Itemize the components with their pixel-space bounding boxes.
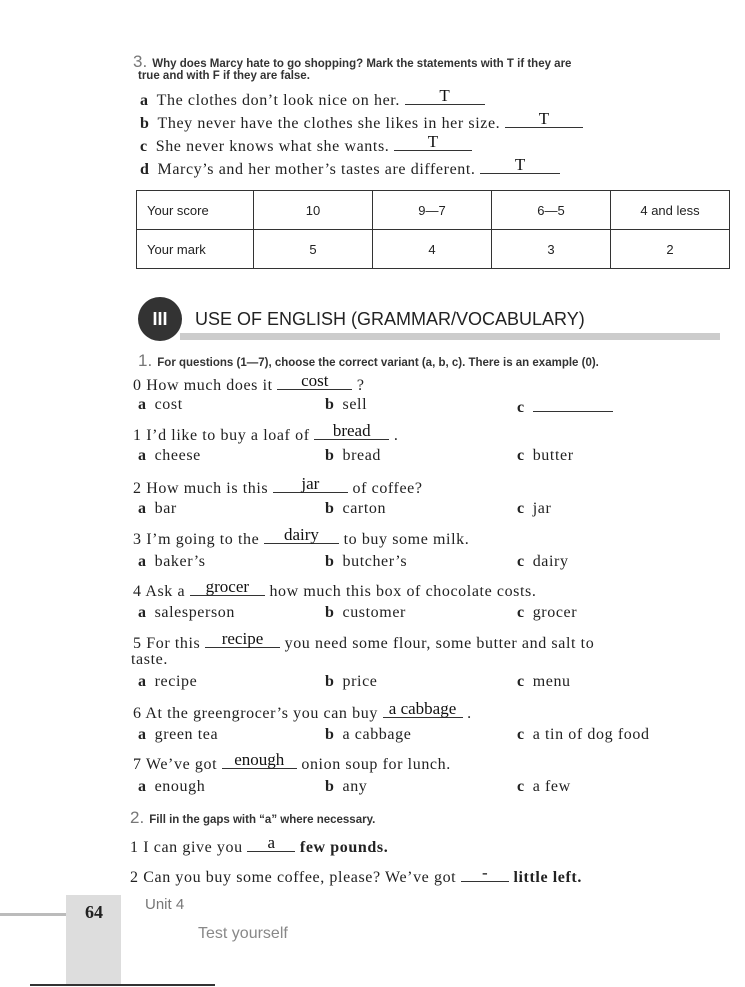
answer-blank[interactable] [247,833,295,852]
question-number: 4 [133,583,142,600]
handwritten-answer: dairy [284,525,319,544]
option-b[interactable] [325,447,381,465]
item-text-after: few pounds. [299,839,389,856]
statement-item [140,109,583,133]
question [133,750,451,774]
option-text: a tin of dog food [532,726,650,743]
answer-blank[interactable] [264,525,339,544]
answer-blank[interactable] [394,132,472,151]
option-a[interactable] [138,726,218,744]
option-text: green tea [154,726,219,743]
question-text: How much is this [146,480,269,497]
question-text-after: . [467,705,472,722]
option-letter: a [138,673,147,690]
option-text: cheese [154,447,201,464]
score-table [136,190,730,269]
handwritten-answer: bread [332,421,371,440]
answer-blank[interactable] [405,86,485,105]
question-text: I’m going to the [146,531,260,548]
option-c[interactable] [517,604,577,622]
handwritten-answer: recipe [221,629,264,648]
question [133,371,365,395]
table-row: Your mark 5 4 3 2 [137,230,730,269]
handwritten-answer: enough [234,750,285,769]
option-a[interactable] [138,396,183,414]
handwritten-answer: T [439,86,450,105]
handwritten-answer: grocer [205,577,250,596]
section-divider [180,333,720,340]
option-c[interactable] [517,673,571,691]
option-a[interactable] [138,447,201,465]
answer-blank[interactable] [205,629,280,648]
option-c[interactable] [517,726,650,744]
question-text-after: . [393,427,399,444]
handwritten-answer: T [427,132,439,151]
option-letter: a [138,778,147,795]
item-text-after: little left. [513,869,582,886]
option-text: bar [154,500,177,517]
question-text: For this [146,635,201,652]
option-a[interactable] [138,553,206,571]
option-letter: b [325,673,335,690]
item-text: Can you buy some coffee, please? We’ve got [143,869,457,886]
exercise-1-heading: 1. For questions (1—7), choose the correct variant (a, b, c). There is an example (0). [138,351,599,370]
question-number: 5 [133,635,142,652]
option-text: sell [342,396,368,413]
answer-blank[interactable] [480,155,560,174]
option-letter: b [325,778,335,795]
question-number: 6 [133,705,142,722]
statement-item [140,155,560,179]
footer-line [30,984,215,986]
option-text: butter [532,447,574,464]
exercise-3-instruction-cont: true and with F if they are false. [138,70,310,82]
statement-text: She never knows what she wants. [155,138,390,155]
option-a[interactable] [138,673,197,691]
item-text: I can give you [143,839,243,856]
option-b[interactable] [325,553,407,571]
question-text: I’d like to buy a loaf of [146,427,310,444]
answer-blank[interactable] [222,750,297,769]
item-number: 1 [130,839,139,856]
option-text: carton [342,500,387,517]
option-text: bread [342,447,382,464]
handwritten-answer: cost [301,371,329,390]
option-b[interactable] [325,673,377,691]
unit-label: Unit 4 [145,896,185,913]
question [133,699,472,723]
option-letter: c [517,399,525,416]
answer-blank[interactable] [314,421,389,440]
option-text: menu [532,673,571,690]
option-letter: c [517,726,525,743]
option-letter: b [325,447,335,464]
option-b[interactable] [325,778,367,796]
option-letter: c [517,778,525,795]
question-text: We’ve got [145,756,218,773]
statement-text: The clothes don’t look nice on her. [156,92,400,109]
answer-blank[interactable] [273,474,348,493]
option-letter: b [325,396,335,413]
item-letter: b [140,115,150,132]
answer-blank[interactable] [383,699,463,718]
decoration [0,913,70,916]
option-letter: b [325,604,335,621]
gap-item [130,833,389,857]
question-number: 2 [133,480,142,497]
item-number: 2 [130,869,139,886]
question-text: At the greengrocer’s you can buy [145,705,378,722]
question [133,577,537,601]
option-b[interactable] [325,604,406,622]
option-text: salesperson [154,604,235,621]
section-badge: III [138,297,182,341]
option-text: recipe [154,673,198,690]
table-row: Your score 10 9—7 6—5 4 and less [137,191,730,230]
option-letter: c [517,604,525,621]
option-a[interactable] [138,500,177,518]
option-text: a few [532,778,571,795]
option-letter: a [138,447,147,464]
question [133,474,423,498]
item-letter: a [140,92,149,109]
option-a[interactable] [138,778,205,796]
option-text: butcher’s [342,553,408,570]
option-letter: a [138,726,147,743]
option-letter: a [138,553,147,570]
option-letter: c [517,500,525,517]
exercise-3-heading: 3. Why does Marcy hate to go shopping? Mark the statements with T if they are [133,52,572,71]
option-b[interactable] [325,500,386,518]
question-number: 1 [133,427,142,444]
option-a[interactable] [138,604,235,622]
item-letter: d [140,161,150,178]
footer-subtitle: Test yourself [198,925,288,942]
question-text-after: ? [356,377,365,394]
question-number: 0 [133,377,142,394]
option-text: dairy [532,553,569,570]
question-text-after: you need some flour, some butter and salt to [284,635,595,652]
handwritten-answer: jar [301,474,320,493]
statement-item [140,86,485,110]
option-letter: c [517,673,525,690]
gap-item [130,863,582,887]
question [133,421,399,445]
question-text: How much does it [146,377,273,394]
question-text-after: onion soup for lunch. [301,756,451,773]
option-letter: c [517,553,525,570]
option-letter: a [138,396,147,413]
question-number: 3 [133,531,142,548]
statement-text: Marcy’s and her mother’s tastes are different. [157,161,476,178]
option-text: cost [154,396,183,413]
option-text: enough [154,778,206,795]
option-b[interactable] [325,726,411,744]
option-letter: b [325,553,335,570]
option-letter: a [138,604,147,621]
answer-blank[interactable] [505,109,583,128]
handwritten-answer: T [514,155,526,174]
option-text: baker’s [154,553,206,570]
option-b[interactable] [325,396,367,414]
question-text-cont: taste. [131,651,168,668]
option-text: price [342,673,378,690]
option-letter: c [517,447,525,464]
option-blank [533,396,613,412]
question [133,629,595,653]
option-c[interactable] [517,778,571,796]
exercise-2-heading: 2. Fill in the gaps with “a” where necessary. [130,808,376,827]
handwritten-answer: a [267,833,276,852]
option-c[interactable] [517,553,569,571]
question-text-after: how much this box of chocolate costs. [269,583,537,600]
handwritten-answer: - [482,863,488,882]
option-letter: b [325,500,335,517]
question-text: Ask a [145,583,186,600]
question-text-after: to buy some milk. [343,531,470,548]
question [133,525,470,549]
option-text: customer [342,604,406,621]
option-letter: b [325,726,335,743]
answer-blank[interactable] [277,371,352,390]
option-c[interactable] [517,396,613,417]
question-number: 7 [133,756,142,773]
page-number: 64 [85,902,103,922]
option-c[interactable] [517,500,551,518]
answer-blank[interactable] [190,577,265,596]
option-c[interactable] [517,447,574,465]
statement-item [140,132,472,156]
section-title: USE OF ENGLISH (GRAMMAR/VOCABULARY) [195,309,585,329]
handwritten-answer: a cabbage [388,699,457,718]
option-letter: a [138,500,147,517]
answer-blank[interactable] [461,863,509,882]
option-text: a cabbage [342,726,412,743]
option-text: grocer [532,604,578,621]
question-text-after: of coffee? [352,480,423,497]
statement-text: They never have the clothes she likes in her size. [157,115,501,132]
option-text: jar [532,500,552,517]
item-letter: c [140,138,148,155]
handwritten-answer: T [538,109,550,128]
option-text: any [342,778,368,795]
